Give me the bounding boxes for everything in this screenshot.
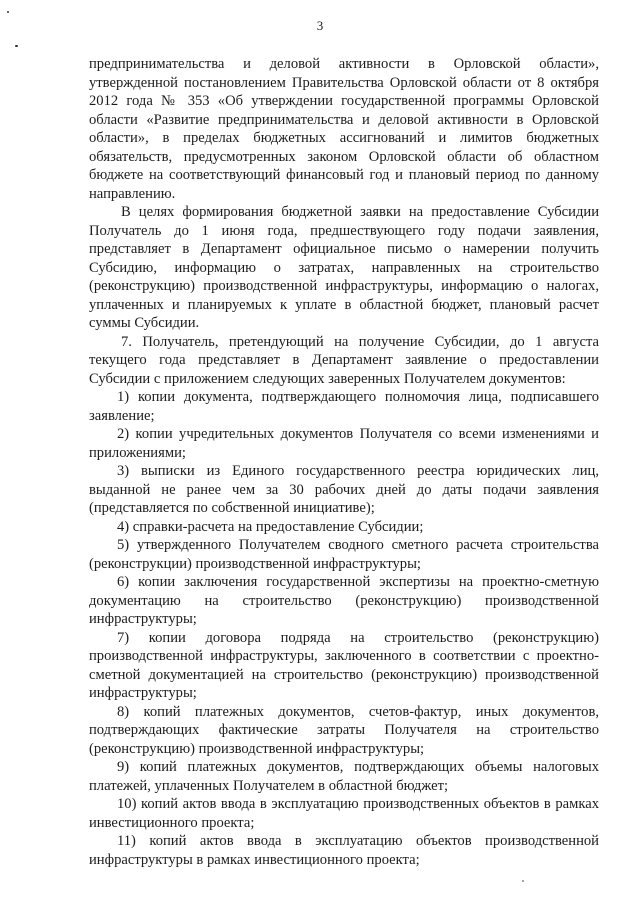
list-item: 5) утвержденного Получателем сводного сметного расчета строительства (реконструкции) производственной инфраструктуры; [89,537,599,572]
scan-speck [522,880,524,882]
list-item: 11) копий актов ввода в эксплуатацию объектов производственной инфраструктуры в рамках инвестиционного проекта; [89,833,599,868]
list-item: 3) выписки из Единого государственного реестра юридических лиц, выданной не ранее чем за 30 рабочих дней до даты подачи заявления (представляется по собственной инициативе); [89,463,599,516]
scan-speck [15,45,18,47]
list-item: 4) справки-расчета на предоставление Субсидии; [117,518,424,535]
list-item: 7) копии договора подряда на строительство (реконструкцию) производственной инфраструктуры, заключенного в соответствии с проектно-сметной документацией на строительство (реконструкцию) производственной инфраструктуры; [89,629,599,701]
list-item: 6) копии заключения государственной экспертизы на проектно-сметную документацию на строительство (реконструкцию) производственной инфраструктуры; [89,574,599,627]
list-item: 8) копий платежных документов, счетов-фактур, иных документов, подтверждающих фактические затраты Получателя на строительство (реконструкцию) производственной инфраструктуры; [89,703,599,757]
paragraph: В целях формирования бюджетной заявки на предоставление Субсидии Получатель до 1 июня года, предшествующего году подачи заявления, представляет в Департамент официальное письмо о намерении получить Субсидию, информацию о затратах, направленных на строительство (реконструкцию) производственной инфраструктуры, информацию о налогах, уплаченных и планируемых к уплате в областной бюджет, плановый расчет суммы Субсидии. [89,204,599,331]
document-body [89,55,599,869]
list-item: 2) копии учредительных документов Получателя со всеми изменениями и приложениями; [89,426,599,461]
page-number: 3 [316,18,324,33]
list-item: 10) копий актов ввода в эксплуатацию производственных объектов в рамках инвестиционного проекта; [89,796,599,831]
list-item: 1) копии документа, подтверждающего полномочия лица, подписавшего заявление; [89,389,599,424]
paragraph: 7. Получатель, претендующий на получение Субсидии, до 1 августа текущего года представляет в Департамент заявление о предоставлении Субсидии с приложением следующих заверенных Получателем документов: [89,333,599,387]
scan-speck [7,11,9,13]
list-item: 9) копий платежных документов, подтверждающих объемы налоговых платежей, уплаченных Получателем в областной бюджет; [89,759,599,794]
paragraph: предпринимательства и деловой активности в Орловской области», утвержденной постановлением Правительства Орловской области от 8 октября 2012 года № 353 «Об утверждении государственной программы Орловской области «Развитие предпринимательства и деловой активности в Орловской области», в пределах бюджетных ассигнований и лимитов бюджетных обязательств, предусмотренных законом Орловской области об областном бюджете на соответствующий финансовый год и плановый период по данному направлению. [89,56,599,202]
